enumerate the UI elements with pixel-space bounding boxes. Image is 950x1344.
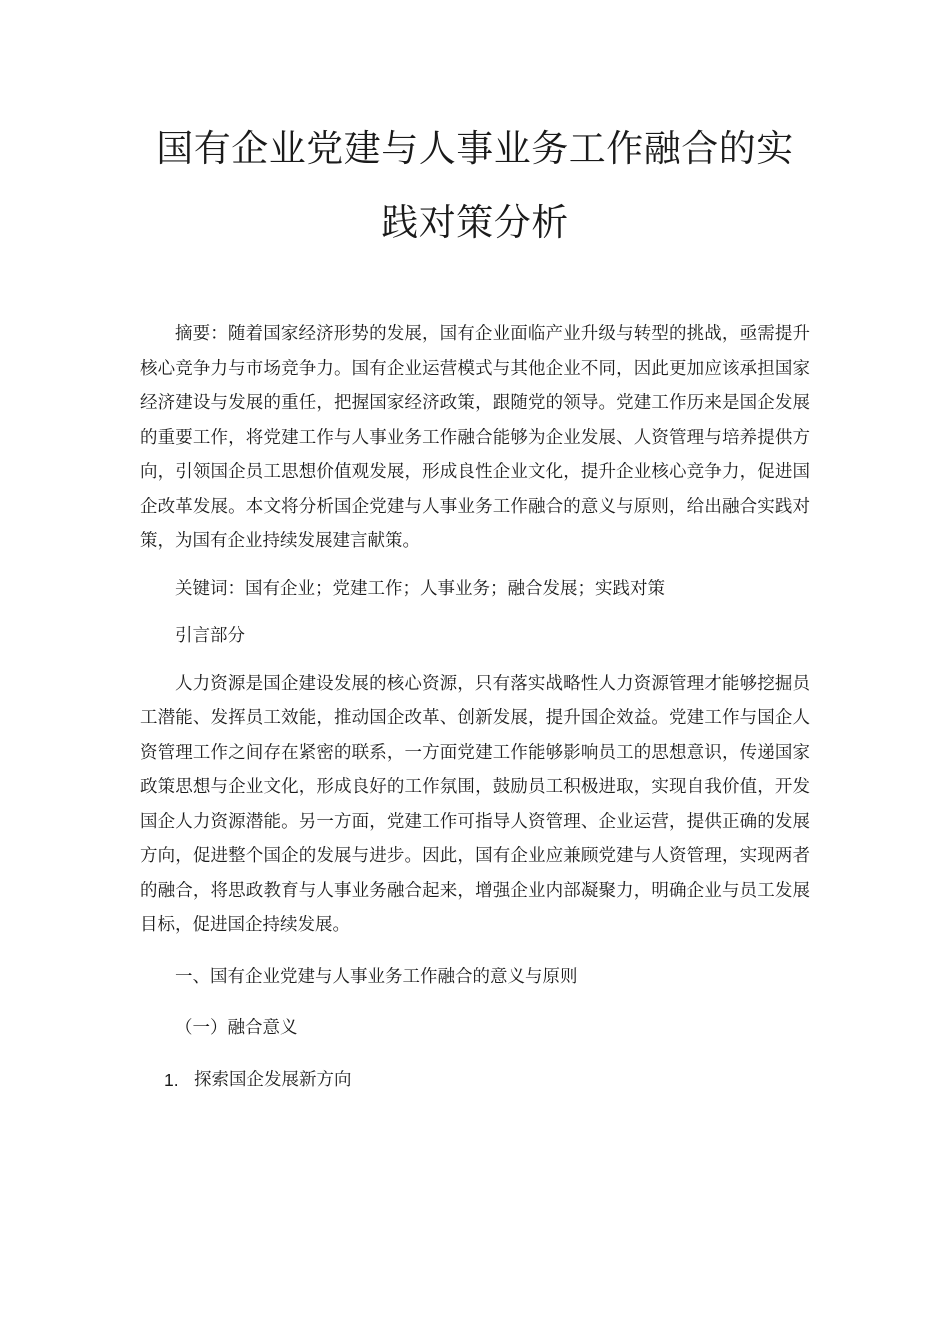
document-title xyxy=(140,112,810,260)
intro-heading: 引言部分 xyxy=(175,626,245,646)
list-item-number: 1. xyxy=(164,1069,179,1090)
document-title-line2: 践对策分析 xyxy=(381,201,569,244)
intro-paragraph: 人力资源是国企建设发展的核心资源，只有落实战略性人力资源管理才能够挖掘员工潜能、发挥员工效能，推动国企改革、创新发展，提升国企效益。党建工作与国企人资管理工作之间存在紧密的联系，一方面党建工作能够影响员工的思想意识，传递国家政策思想与企业文化，形成良好的工作氛围，鼓励员工积极进取，实现自我价值，开发国企人力资源潜能。另一方面，党建工作可指导人资管理、企业运营，提供正确的发展方向，促进整个国企的发展与进步。因此，国有企业应兼顾党建与人资管理，实现两者的融合，将思政教育与人事业务融合起来，增强企业内部凝聚力，明确企业与员工发展目标，促进国企持续发展。 xyxy=(140,673,810,935)
subsection-heading-1: （一）融合意义 xyxy=(175,1018,298,1038)
document-title-line1: 国有企业党建与人事业务工作融合的实 xyxy=(156,127,794,170)
section-heading-1: 一、国有企业党建与人事业务工作融合的意义与原则 xyxy=(175,966,578,987)
abstract-paragraph: 摘要：随着国家经济形势的发展，国有企业面临产业升级与转型的挑战，亟需提升核心竞争力与市场竞争力。国有企业运营模式与其他企业不同，因此更加应该承担国家经济建设与发展的重任，把握国家经济政策，跟随党的领导。党建工作历来是国企发展的重要工作，将党建工作与人事业务工作融合能够为企业发展、人资管理与培养提供方向，引领国企员工思想价值观发展，形成良性企业文化，提升企业核心竞争力，促进国企改革发展。本文将分析国企党建与人事业务工作融合的意义与原则，给出融合实践对策，为国有企业持续发展建言献策。 xyxy=(140,324,810,551)
title-spacer xyxy=(140,260,810,317)
list-item xyxy=(140,1063,810,1098)
list-item-text: 探索国企发展新方向 xyxy=(194,1069,352,1090)
keywords-paragraph: 关键词：国有企业；党建工作；人事业务；融合发展；实践对策 xyxy=(175,578,665,599)
